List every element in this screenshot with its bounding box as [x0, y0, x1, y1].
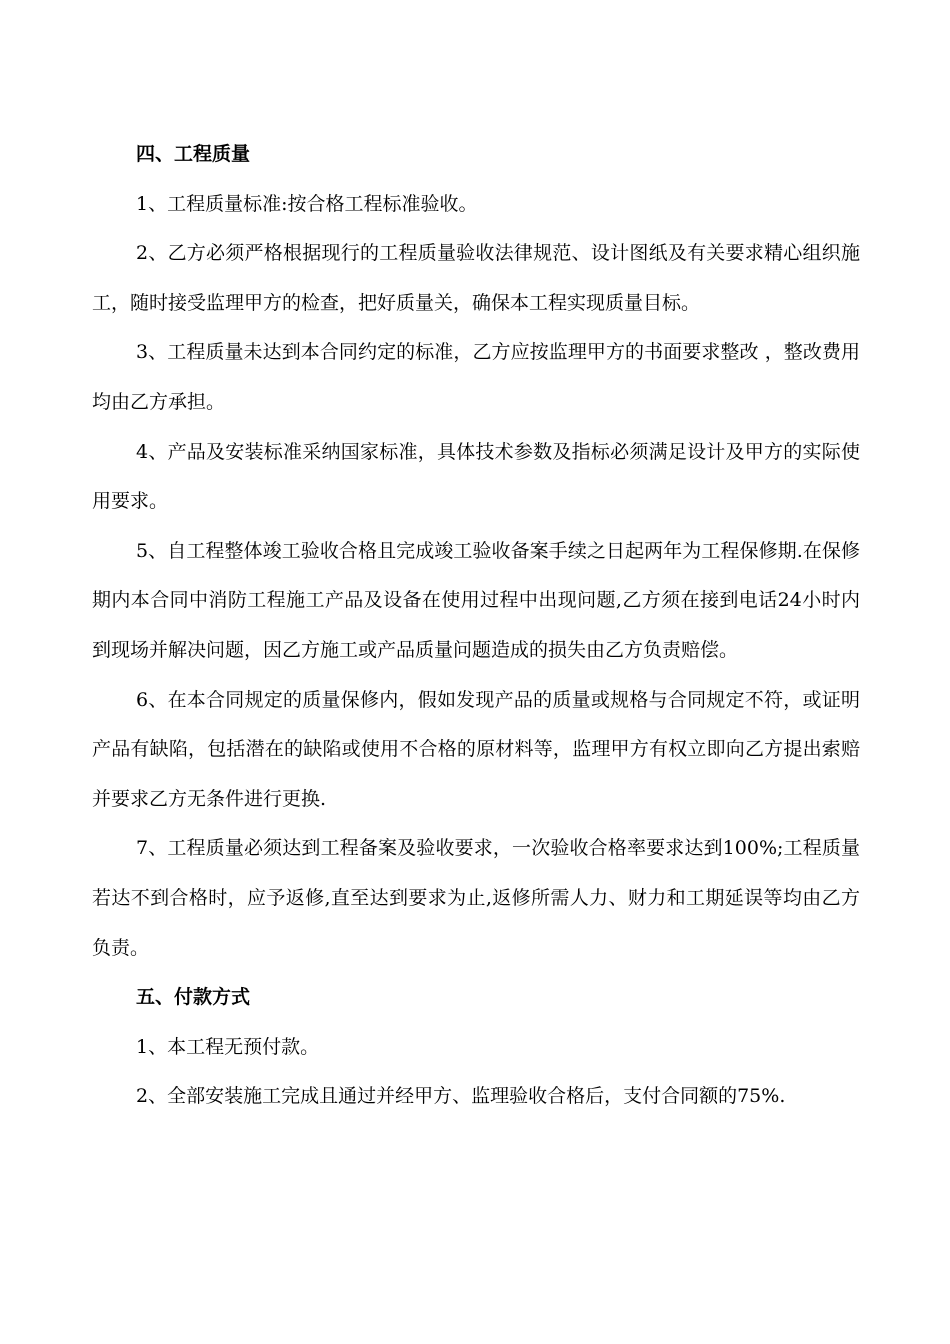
section-quality [92, 130, 860, 973]
section-heading: 五、付款方式 [136, 986, 251, 1009]
paragraph: 7、工程质量必须达到工程备案及验收要求，一次验收合格率要求达到100%;工程质量若达不到合格时，应予返修,直至达到要求为止,返修所需人力、财力和工期延误等均由乙方负责。 [92, 837, 860, 959]
paragraph: 4、产品及安装标准采纳国家标准，具体技术参数及指标必须满足设计及甲方的实际使用要求。 [92, 440, 860, 513]
document-page [92, 130, 860, 1122]
paragraph: 1、工程质量标准:按合格工程标准验收。 [136, 192, 478, 215]
paragraph: 2、乙方必须严格根据现行的工程质量验收法律规范、设计图纸及有关要求精心组织施工，随时接受监理甲方的检查，把好质量关，确保本工程实现质量目标。 [92, 242, 860, 314]
paragraph: 1、本工程无预付款。 [136, 1035, 320, 1058]
paragraph: 5、自工程整体竣工验收合格且完成竣工验收备案手续之日起两年为工程保修期.在保修期内本合同中消防工程施工产品及设备在使用过程中出现问题,乙方须在接到电话24小时内到现场并解决问题，因乙方施工或产品质量问题造成的损失由乙方负责赔偿。 [92, 539, 860, 661]
paragraph: 6、在本合同规定的质量保修内，假如发现产品的质量或规格与合同规定不符，或证明产品有缺陷，包括潜在的缺陷或使用不合格的原材料等，监理甲方有权立即向乙方提出索赔并要求乙方无条件进行更换. [92, 688, 860, 810]
paragraph: 2、全部安装施工完成且通过并经甲方、监理验收合格后，支付合同额的75%. [136, 1085, 786, 1108]
section-heading: 四、工程质量 [136, 143, 251, 165]
paragraph: 3、工程质量未达到本合同约定的标准，乙方应按监理甲方的书面要求整改 ，整改费用均由乙方承担。 [92, 341, 860, 413]
section-payment [92, 973, 860, 1122]
